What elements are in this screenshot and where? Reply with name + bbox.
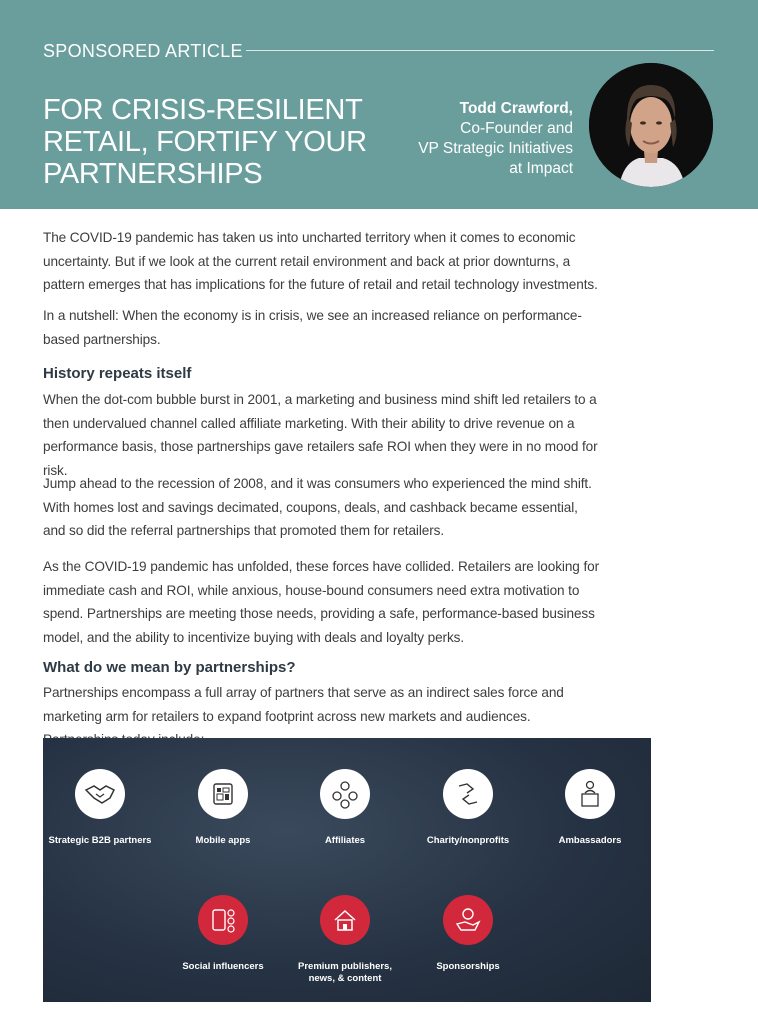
- sponsorship-hand-icon: [443, 895, 493, 945]
- partner-premium-publishers: [285, 895, 405, 985]
- author-title-line-1: Co-Founder and: [460, 120, 573, 137]
- section-heading-partnerships: What do we mean by partnerships?: [43, 659, 296, 676]
- author-title-line-2: VP Strategic Initiatives: [418, 140, 573, 157]
- partner-label: Ambassadors: [558, 835, 622, 846]
- sponsored-label: SPONSORED ARTICLE: [43, 41, 243, 61]
- partner-label: Mobile apps: [195, 835, 251, 846]
- paragraph-intro: The COVID-19 pandemic has taken us into uncharted territory when it comes to economic uncertainty. But if we look at the current retail environment and back at prior downturns, a pattern emerges that has implications for the future of retail and retail technology investments.: [43, 230, 598, 292]
- paragraph-covid: As the COVID-19 pandemic has unfolded, these forces have collided. Retailers are looking for immediate cash and ROI, while anxious, house-bound consumers need extra motivation to spend. Partnerships are meeting those needs, providing a safe, performance-based business model, and the ability to incentivize buying with deals and loyalty perks.: [43, 559, 600, 645]
- author-byline: [333, 99, 573, 179]
- partner-label: Strategic B2B partners: [48, 835, 152, 846]
- premium-house-icon: [320, 895, 370, 945]
- ambassador-podium-icon: [565, 769, 615, 819]
- section-heading-history: History repeats itself: [43, 365, 192, 382]
- affiliates-network-icon: [320, 769, 370, 819]
- author-portrait: [589, 63, 713, 187]
- partner-mobile-apps: [163, 769, 283, 847]
- partner-label: Premium publishers, news, & content: [298, 961, 392, 984]
- mobile-apps-icon: [198, 769, 248, 819]
- paragraph-nutshell: In a nutshell: When the economy is in crisis, we see an increased reliance on performance-based partnerships.: [43, 308, 582, 347]
- article-header: [0, 0, 758, 209]
- partner-label: Affiliates: [324, 835, 366, 846]
- partner-label: Charity/nonprofits: [426, 835, 510, 846]
- partnerships-infographic: [43, 738, 651, 1002]
- partner-sponsorships: [408, 895, 528, 973]
- author-title-line-3: at Impact: [509, 160, 573, 177]
- partner-social-influencers: [163, 895, 283, 973]
- social-phone-icon: [198, 895, 248, 945]
- partner-affiliates: [285, 769, 405, 847]
- partner-ambassadors: [530, 769, 650, 847]
- paragraph-partnerships: Partnerships encompass a full array of partners that serve as an indirect sales force and marketing arm for retailers to expand footprint across new markets and audiences.: [43, 685, 564, 724]
- author-name: Todd Crawford,: [459, 100, 573, 117]
- header-divider: [246, 50, 714, 51]
- headline: FOR CRISIS-RESILIENT RETAIL, FORTIFY YOUR PARTNERSHIPS: [43, 94, 367, 190]
- partner-label: Sponsorships: [436, 961, 500, 972]
- paragraph-recession: Jump ahead to the recession of 2008, and it was consumers who experienced the mind shift. With homes lost and savings decimated, coupons, deals, and cashback became essential, and so did the referral partnerships that promoted them for retailers.: [43, 476, 592, 538]
- partner-charity: [408, 769, 528, 847]
- partner-label: Social influencers: [182, 961, 264, 972]
- handshake-icon: [75, 769, 125, 819]
- charity-hands-icon: [443, 769, 493, 819]
- partner-strategic-b2b: [40, 769, 160, 847]
- paragraph-dotcom: When the dot-com bubble burst in 2001, a marketing and business mind shift led retailers to a then undervalued channel called affiliate marketing. With their ability to drive revenue on a performance basis, those partnerships gave retailers safe ROI when they were in no mood for risk.: [43, 392, 598, 478]
